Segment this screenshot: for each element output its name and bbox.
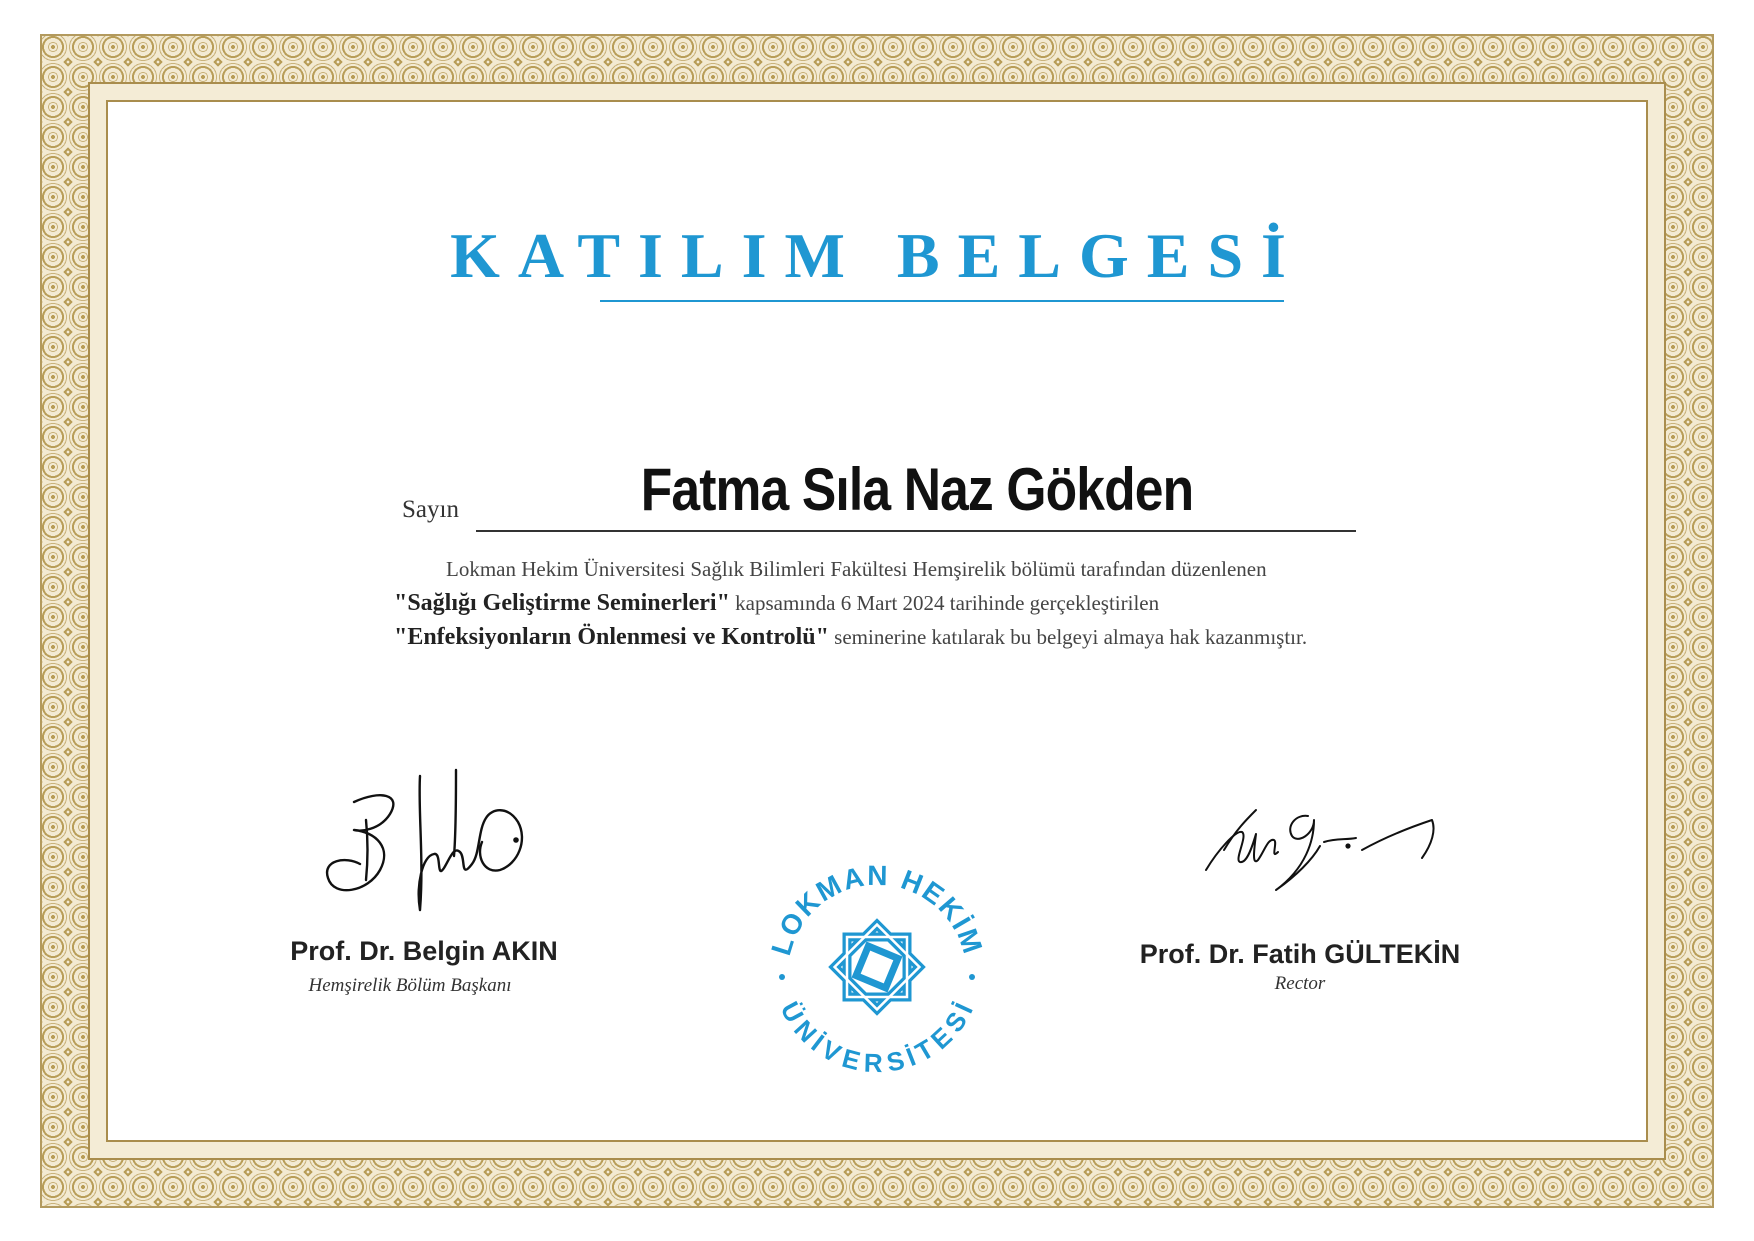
university-seal-logo [762, 852, 992, 1082]
seal-text-bottom: ÜNİVERSİTESİ [774, 996, 980, 1079]
body-line-1: Lokman Hekim Üniversitesi Sağlık Bilimleri Fakültesi Hemşirelik bölümü tarafından düzenlenen [446, 557, 1267, 581]
certificate-title: KATILIM BELGESİ [450, 220, 1304, 291]
body-line-3-text: seminerine katılarak bu belgeyi almaya hak kazanmıştır. [828, 625, 1308, 649]
body-line-2 [394, 586, 1434, 620]
seminar-title: "Enfeksiyonların Önlenmesi ve Kontrolü" [394, 624, 829, 650]
signature-right [1196, 790, 1446, 900]
recipient-name-underline [476, 530, 1356, 532]
recipient-name: Fatma Sıla Naz Gökden [640, 456, 1194, 523]
seal-text-top: LOKMAN HEKİM [765, 859, 989, 959]
svg-text:LOKMAN HEKİM [765, 860, 989, 959]
left-signer-title: Hemşirelik Bölüm Başkanı [308, 975, 512, 996]
title-underline [600, 300, 1284, 302]
right-signer-name: Prof. Dr. Fatih GÜLTEKİN [1139, 939, 1461, 969]
signature-left [310, 760, 540, 920]
certificate-body [394, 552, 1434, 654]
body-line-2-text: kapsamında 6 Mart 2024 tarihinde gerçekleştirilen [729, 591, 1160, 615]
seminar-series-title: "Sağlığı Geliştirme Seminerleri" [394, 590, 730, 616]
right-signer-title: Rector [1274, 973, 1326, 994]
body-line-3 [394, 620, 1434, 654]
salutation: Sayın [402, 496, 459, 523]
left-signer-name: Prof. Dr. Belgin AKIN [290, 936, 558, 966]
